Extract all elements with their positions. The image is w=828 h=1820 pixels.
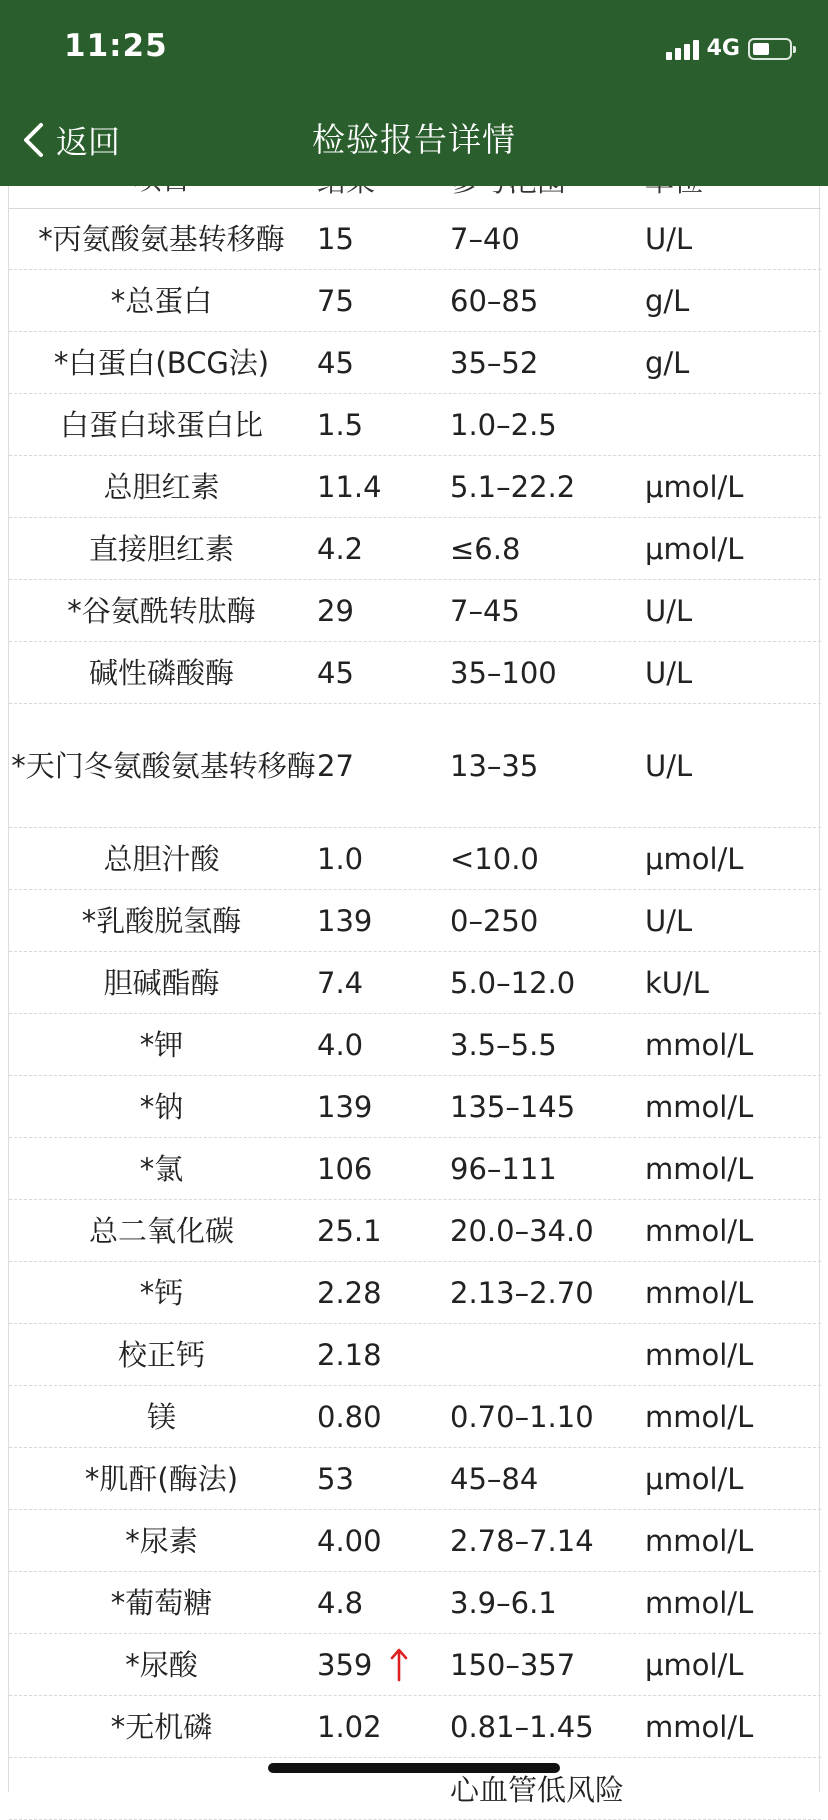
page-title: 检验报告详情 [312, 120, 516, 159]
cell-range-text: 心血管低风险 [450, 1773, 625, 1807]
cell-range-text: 35–100 [450, 655, 557, 690]
cell-result [317, 580, 447, 641]
cell-result [317, 1696, 447, 1757]
cell-range-text: 0.81–1.45 [450, 1709, 594, 1744]
cell-name [9, 332, 314, 393]
cell-unit-text: U/L [645, 748, 693, 783]
cell-name [9, 518, 314, 579]
cell-range-text: 1.0–2.5 [450, 407, 557, 442]
cell-name-text: 胆碱酯酶 [103, 965, 220, 1000]
cell-range [450, 580, 640, 641]
cell-range-text: 45–84 [450, 1461, 539, 1496]
cell-unit [645, 1200, 815, 1261]
cell-range [450, 1448, 640, 1509]
cell-result-text: 4.2 [317, 531, 364, 566]
cell-unit-text: mmol/L [645, 1337, 754, 1372]
cell-name-text: *谷氨酰转肽酶 [67, 593, 256, 628]
cell-result [317, 704, 447, 827]
table-row [9, 1200, 821, 1262]
cell-unit-text: U/L [645, 593, 693, 628]
cell-result [317, 394, 447, 455]
cell-unit [645, 332, 815, 393]
table-row [9, 208, 821, 270]
cell-name-text: *尿素 [125, 1523, 198, 1558]
table-row [9, 642, 821, 704]
cell-unit-text: μmol/L [645, 469, 744, 504]
cell-range-text: <10.0 [450, 841, 539, 876]
cell-range-text: 7–40 [450, 221, 520, 256]
cell-unit [645, 1076, 815, 1137]
table-row [9, 1510, 821, 1572]
cell-name-text: *尿酸 [125, 1647, 198, 1682]
cell-range [450, 1572, 640, 1633]
cell-result-text: 106 [317, 1151, 373, 1186]
table-row [9, 580, 821, 642]
cell-unit [645, 1572, 815, 1633]
cell-name-text: 总二氧化碳 [88, 1213, 234, 1248]
cell-result-text: 4.00 [317, 1523, 382, 1558]
cell-result [317, 1448, 447, 1509]
cell-name-text: 总胆汁酸 [103, 841, 220, 876]
cell-result-text: 15 [317, 221, 354, 256]
cell-unit-text: U/L [645, 903, 693, 938]
cell-name [9, 890, 314, 951]
cell-range-text: 5.1–22.2 [450, 469, 576, 504]
cell-name [9, 1572, 314, 1633]
cell-range [450, 1014, 640, 1075]
cell-name [9, 208, 314, 269]
cell-name-text: 直接胆红素 [88, 531, 234, 566]
table-row [9, 1386, 821, 1448]
cell-range-text: 7–45 [450, 593, 520, 628]
cell-unit-text: mmol/L [645, 1151, 754, 1186]
table-row [9, 1324, 821, 1386]
cell-unit-text: g/L [645, 283, 690, 318]
cell-range [450, 456, 640, 517]
cell-name [9, 1014, 314, 1075]
cell-result-text: 75 [317, 283, 354, 318]
cell-result [317, 208, 447, 269]
cell-unit [645, 952, 815, 1013]
cell-unit [645, 1386, 815, 1447]
table-row [9, 1262, 821, 1324]
cell-unit-text: mmol/L [645, 1399, 754, 1434]
cell-unit-text: μmol/L [645, 531, 744, 566]
cell-result-text: 4.0 [317, 1027, 364, 1062]
status-time: 11:25 [64, 28, 168, 64]
cell-result-text: 25.1 [317, 1213, 382, 1248]
cell-range-text: 0.70–1.10 [450, 1399, 594, 1434]
arrow-up-icon [390, 1648, 408, 1682]
cell-result [317, 332, 447, 393]
cell-name-text: *葡萄糖 [110, 1585, 213, 1620]
cell-range [450, 208, 640, 269]
cell-name-text: *无机磷 [110, 1709, 213, 1744]
cell-range [450, 1634, 640, 1695]
cell-result [317, 1634, 447, 1695]
cell-range [450, 952, 640, 1013]
cell-name [9, 1448, 314, 1509]
cell-result-text: 2.28 [317, 1275, 382, 1310]
cell-result-text: 53 [317, 1461, 354, 1496]
cell-unit [645, 828, 815, 889]
cell-name [9, 1386, 314, 1447]
cell-result [317, 1076, 447, 1137]
cell-name [9, 828, 314, 889]
cell-result-text: 139 [317, 903, 373, 938]
cell-result [317, 1324, 447, 1385]
cell-unit [645, 1696, 815, 1757]
cell-name [9, 394, 314, 455]
cell-range [450, 642, 640, 703]
status-icons [666, 36, 792, 62]
cell-unit [645, 456, 815, 517]
table-row [9, 1572, 821, 1634]
cell-name-text: *总蛋白 [110, 283, 213, 318]
cell-name-text: *天门冬氨酸氨基转移酶 [11, 748, 316, 783]
cell-result-text: 2.18 [317, 1337, 382, 1372]
cell-name-text: *钙 [139, 1275, 184, 1310]
cell-unit-text: kU/L [645, 965, 709, 1000]
cell-name [9, 456, 314, 517]
cell-result [317, 1510, 447, 1571]
cell-name [9, 1510, 314, 1571]
cell-range [450, 332, 640, 393]
cell-unit-text: μmol/L [645, 1461, 744, 1496]
cell-name-text: *钠 [139, 1089, 184, 1124]
cell-result-text: 11.4 [317, 469, 382, 504]
cell-range [450, 704, 640, 827]
cell-range-text: 2.78–7.14 [450, 1523, 594, 1558]
cell-range [450, 394, 640, 455]
cell-range-text: 35–52 [450, 345, 539, 380]
back-label: 返回 [56, 123, 121, 161]
table-row [9, 456, 821, 518]
table-row [9, 1076, 821, 1138]
table-row [9, 1014, 821, 1076]
cell-range-text: 13–35 [450, 748, 539, 783]
signal-icon [666, 38, 699, 60]
cell-name-text: *丙氨酸氨基转移酶 [38, 221, 285, 256]
cell-name [9, 1138, 314, 1199]
cell-result [317, 828, 447, 889]
cell-name [9, 704, 316, 827]
cell-range [450, 1386, 640, 1447]
cell-result [317, 1014, 447, 1075]
cell-range-text: 20.0–34.0 [450, 1213, 594, 1248]
cell-result [317, 518, 447, 579]
cell-name-text: *氯 [139, 1151, 184, 1186]
cell-name [9, 1076, 314, 1137]
cell-result-text: 45 [317, 655, 354, 690]
cell-unit-text: mmol/L [645, 1213, 754, 1248]
cell-unit [645, 1262, 815, 1323]
cell-result [317, 890, 447, 951]
cell-range-text: 60–85 [450, 283, 539, 318]
cell-unit [645, 1448, 815, 1509]
cell-unit-text: mmol/L [645, 1523, 754, 1558]
cell-name-text: *白蛋白(BCG法) [53, 345, 270, 380]
cell-unit [645, 704, 815, 827]
cell-result [317, 1572, 447, 1633]
cell-name-text: *钾 [139, 1027, 184, 1062]
table-row [9, 1448, 821, 1510]
cell-name-text: *肌酐(酶法) [84, 1461, 239, 1496]
results-table[interactable] [8, 186, 820, 1807]
table-row [9, 828, 821, 890]
cell-unit-text: μmol/L [645, 1647, 744, 1682]
cell-unit-text: mmol/L [645, 1027, 754, 1062]
cell-unit-text: mmol/L [645, 1585, 754, 1620]
cell-unit [645, 518, 815, 579]
cell-result-text: 45 [317, 345, 354, 380]
cell-result-text: 1.02 [317, 1709, 382, 1744]
cell-name [9, 1634, 314, 1695]
cell-unit-text: μmol/L [645, 841, 744, 876]
cell-range-text: 0–250 [450, 903, 539, 938]
cell-range-text: ≤6.8 [450, 531, 521, 566]
cell-unit [645, 1510, 815, 1571]
cell-range [450, 890, 640, 951]
cell-name [9, 1200, 314, 1261]
table-row [9, 704, 821, 828]
cell-name-text: 校正钙 [117, 1337, 205, 1372]
cell-unit-text: mmol/L [645, 1089, 754, 1124]
cell-unit-text: mmol/L [645, 1275, 754, 1310]
cell-unit [645, 1634, 815, 1695]
cell-range-text: 150–357 [450, 1647, 576, 1682]
cell-result [317, 1262, 447, 1323]
cell-unit [645, 1138, 815, 1199]
cell-unit-text: mmol/L [645, 1709, 754, 1744]
cell-unit-text: U/L [645, 221, 693, 256]
cell-result-text: 7.4 [317, 965, 364, 1000]
app-header [0, 0, 828, 186]
home-indicator[interactable] [268, 1763, 560, 1773]
cell-range-text: 3.9–6.1 [450, 1585, 557, 1620]
table-row [9, 1138, 821, 1200]
cell-range [450, 270, 640, 331]
cell-range [450, 1138, 640, 1199]
cell-unit [645, 1014, 815, 1075]
table-row [9, 890, 821, 952]
cell-unit [645, 642, 815, 703]
cell-result-text: 139 [317, 1089, 373, 1124]
cell-range-text: 135–145 [450, 1089, 576, 1124]
cell-unit-text: U/L [645, 655, 693, 690]
cell-range [450, 1200, 640, 1261]
table-row [9, 952, 821, 1014]
cell-name [9, 270, 314, 331]
table-row [9, 270, 821, 332]
cell-result [317, 1386, 447, 1447]
cell-result [317, 952, 447, 1013]
cell-unit [645, 1758, 815, 1819]
cell-result-text: 359 [317, 1647, 373, 1682]
cell-unit [645, 394, 815, 455]
cell-name-text: 镁 [146, 1399, 176, 1434]
cell-range-text: 5.0–12.0 [450, 965, 576, 1000]
cell-result [317, 1200, 447, 1261]
cell-result-text: 0.80 [317, 1399, 382, 1434]
cell-result-text: 29 [317, 593, 354, 628]
cell-name [9, 1696, 314, 1757]
cell-range [450, 1510, 640, 1571]
cell-unit-text: g/L [645, 345, 690, 380]
cell-result-text: 1.0 [317, 841, 364, 876]
cell-unit [645, 580, 815, 641]
battery-icon [748, 38, 792, 60]
table-row [9, 1634, 821, 1696]
cell-name [9, 642, 314, 703]
table-row [9, 394, 821, 456]
cell-name-text: 白蛋白球蛋白比 [59, 407, 263, 442]
cell-result-text: 27 [317, 748, 354, 783]
cell-result-text: 4.8 [317, 1585, 364, 1620]
table-row [9, 518, 821, 580]
cell-range [450, 828, 640, 889]
cell-name [9, 952, 314, 1013]
cell-result-text: 1.5 [317, 407, 364, 442]
cell-name [9, 1324, 314, 1385]
cell-range [450, 1696, 640, 1757]
cell-name-text: *乳酸脱氢酶 [81, 903, 242, 938]
cell-result [317, 270, 447, 331]
cell-range-text: 2.13–2.70 [450, 1275, 594, 1310]
cell-range [450, 518, 640, 579]
table-row [9, 332, 821, 394]
cell-name [9, 580, 314, 641]
cell-range-text: 96–111 [450, 1151, 557, 1186]
cell-name-text: 总胆红素 [103, 469, 220, 504]
cell-range [450, 1324, 640, 1385]
cell-unit [645, 208, 815, 269]
network-label: 4G [706, 36, 740, 61]
cell-name-text: 碱性磷酸酶 [88, 655, 234, 690]
cell-unit [645, 1324, 815, 1385]
cell-result [317, 1138, 447, 1199]
cell-range [450, 1076, 640, 1137]
cell-name [9, 1262, 314, 1323]
cell-unit [645, 270, 815, 331]
cell-unit [645, 890, 815, 951]
cell-range-text: 3.5–5.5 [450, 1027, 557, 1062]
cell-result [317, 642, 447, 703]
cell-range [450, 1262, 640, 1323]
table-row [9, 1696, 821, 1758]
cell-result [317, 456, 447, 517]
